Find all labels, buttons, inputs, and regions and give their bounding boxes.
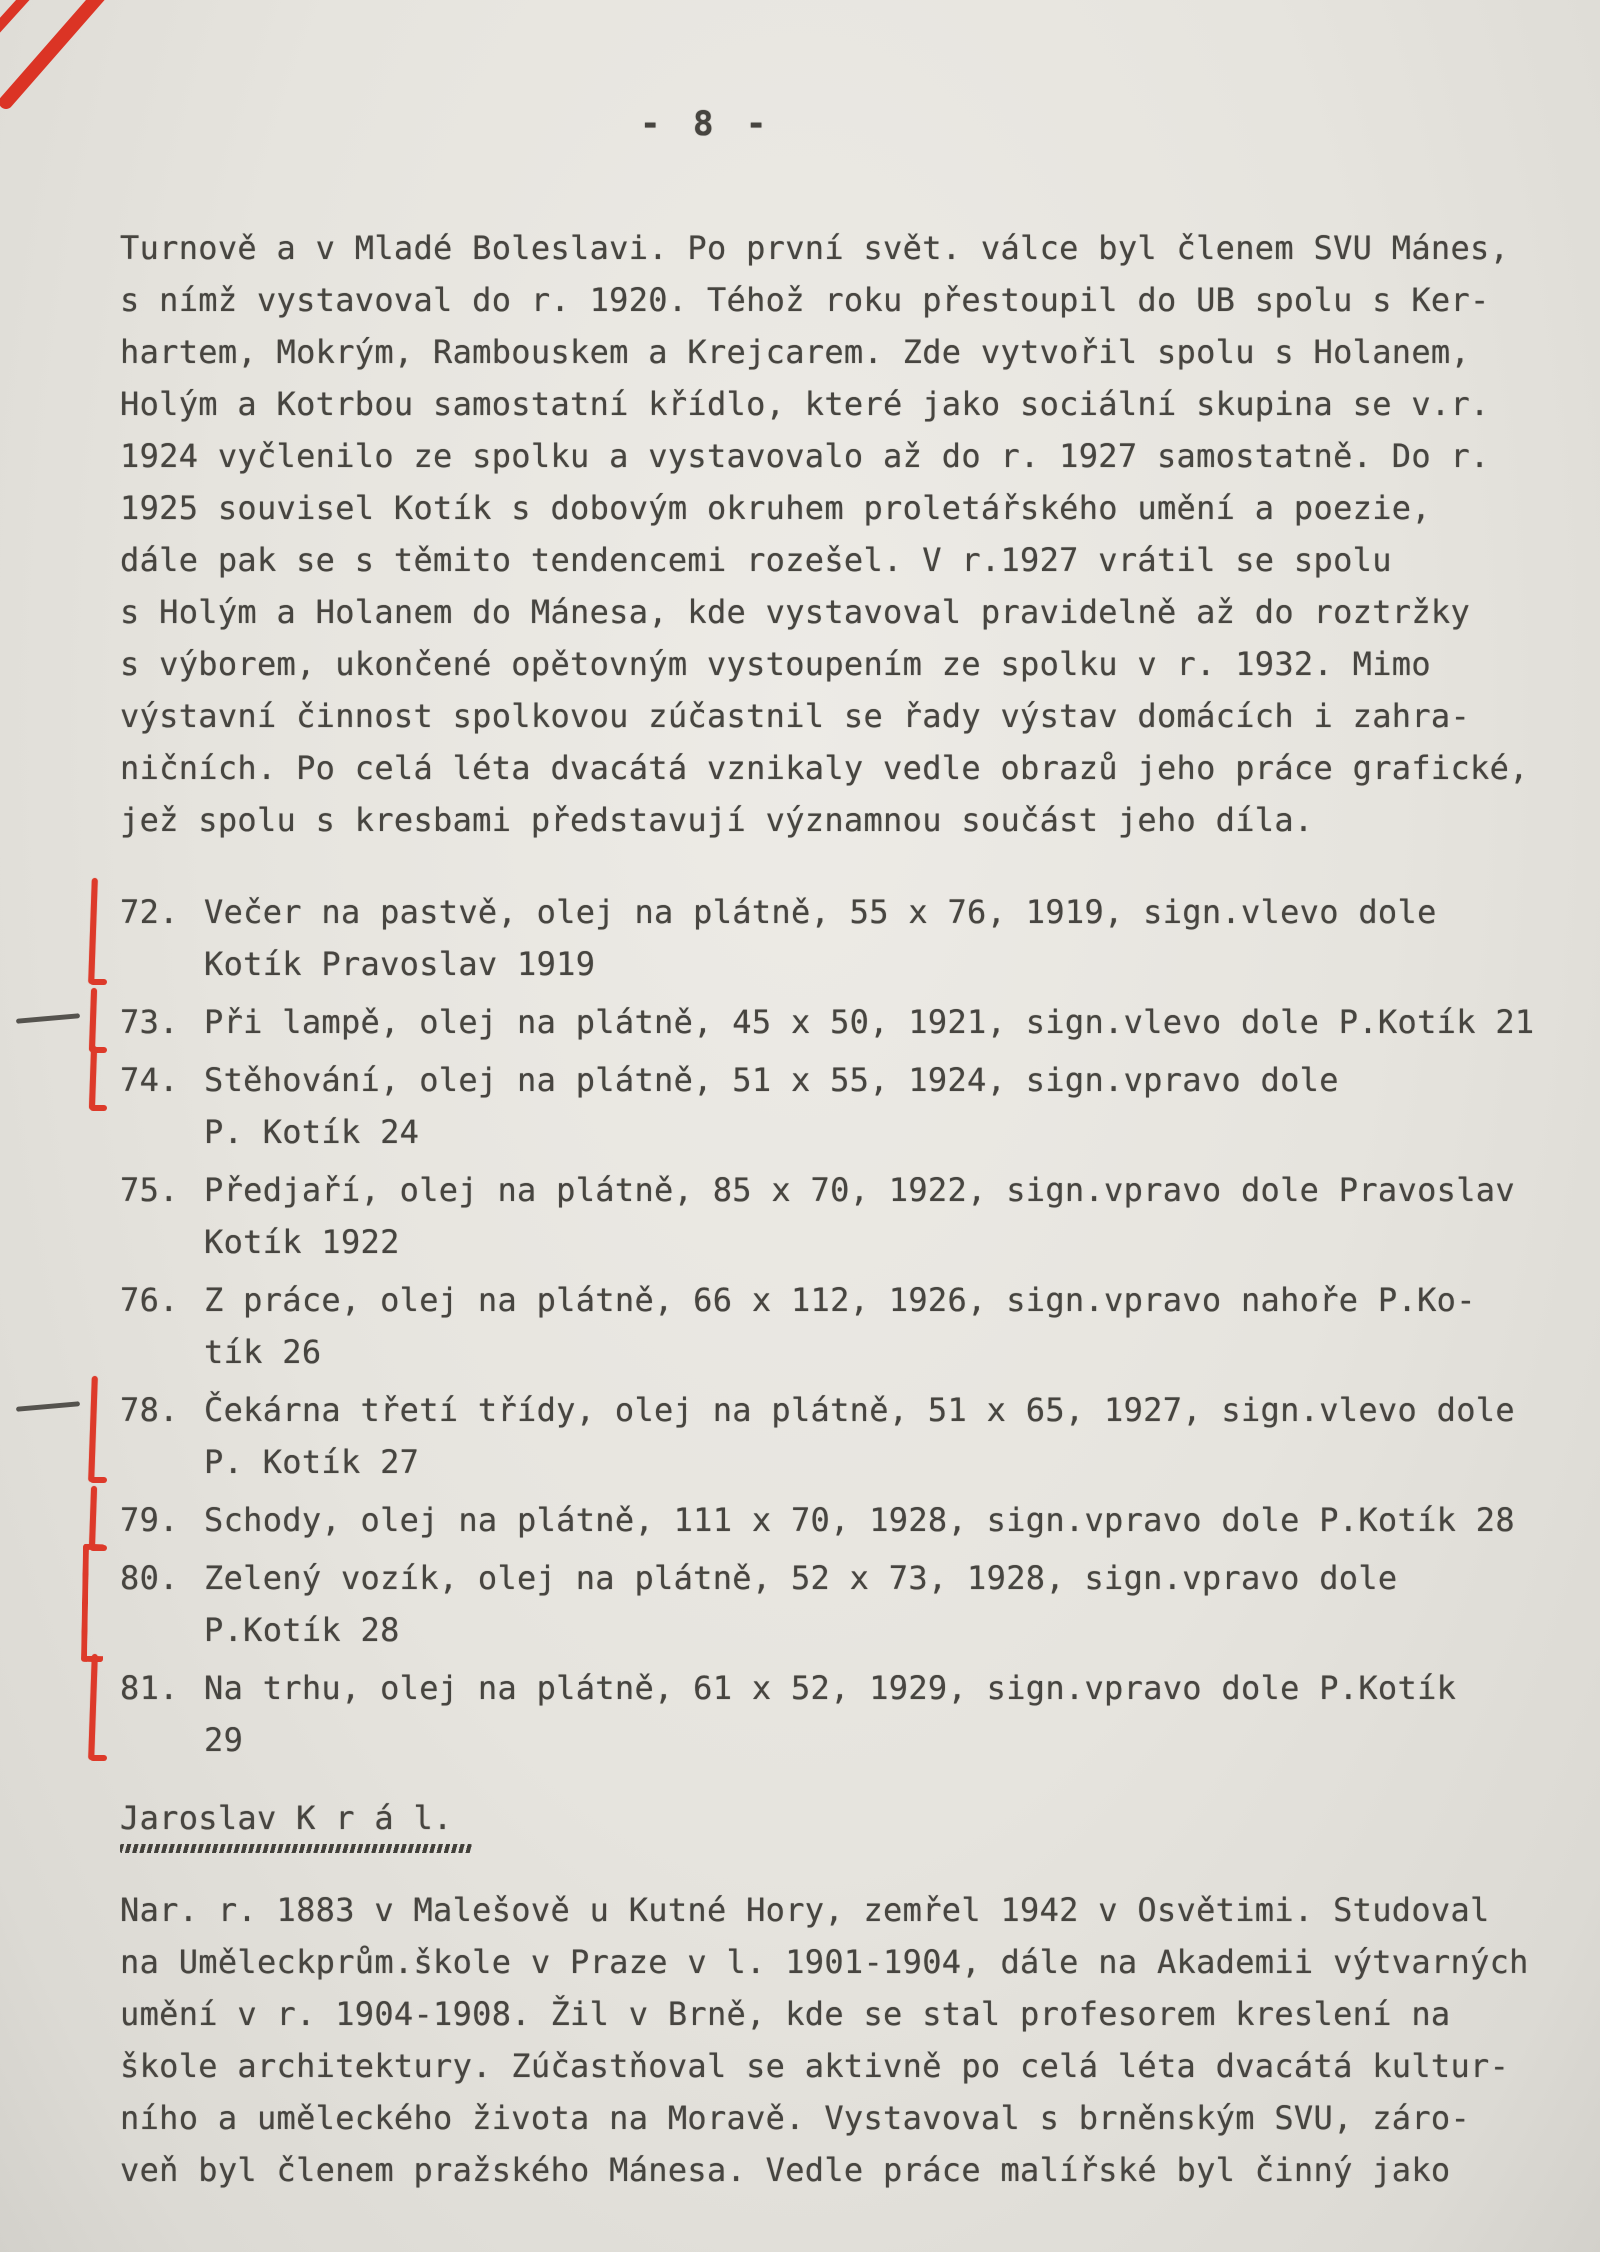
entry-text — [204, 886, 1437, 990]
paragraph-line: 1924 vyčlenilo ze spolku a vystavovalo až do r. 1927 samostatně. Do r. — [120, 437, 1490, 475]
section — [120, 1796, 472, 1853]
entry-line-1: Při lampě, olej na plátně, 45 x 50, 1921, sign.vlevo dole P.Kotík 21 — [204, 1003, 1535, 1041]
paragraph-line: Holým a Kotrbou samostatní křídlo, které jako sociální skupina se v.r. — [120, 385, 1490, 423]
entry-line-1: Čekárna třetí třídy, olej na plátně, 51 x 65, 1927, sign.vlevo dole — [204, 1391, 1515, 1429]
entry-line-2: P. Kotík 27 — [204, 1443, 420, 1481]
entry-line-1: Na trhu, olej na plátně, 61 x 52, 1929, sign.vpravo dole P.Kotík — [204, 1669, 1457, 1707]
entry-number: 81. — [120, 1669, 179, 1707]
red-checkmark-icon — [81, 1544, 105, 1662]
paragraph-line: hartem, Mokrým, Rambouskem a Krejcarem. Zde vytvořil spolu s Holanem, — [120, 333, 1471, 371]
paragraph-line: Turnově a v Mladé Boleslavi. Po první svět. válce byl členem SVU Mánes, — [120, 229, 1510, 267]
paragraph-line: výstavní činnost spolkovou zúčastnil se řady výstav domácích i zahra- — [120, 697, 1471, 735]
entry-number: 74. — [120, 1061, 179, 1099]
section-heading: Jaroslav K r á l. — [120, 1799, 453, 1837]
catalog-entry — [120, 1662, 1580, 1766]
entry-number: 72. — [120, 893, 179, 931]
entry-line-2: P. Kotík 24 — [204, 1113, 420, 1151]
entry-text — [204, 1662, 1456, 1766]
page-number: - 8 - — [640, 104, 773, 144]
catalog-entry — [120, 996, 1580, 1048]
entry-text — [204, 996, 1534, 1048]
paragraph-line: s výborem, ukončené opětovným vystoupením ze spolku v r. 1932. Mimo — [120, 645, 1431, 683]
entry-number: 76. — [120, 1281, 179, 1319]
entry-line-2: tík 26 — [204, 1333, 322, 1371]
entry-number: 79. — [120, 1501, 179, 1539]
catalog-entry — [120, 1552, 1580, 1656]
entry-text — [204, 1384, 1515, 1488]
paragraph-line: jež spolu s kresbami představují významnou součást jeho díla. — [120, 801, 1314, 839]
paragraph-line: ního a uměleckého života na Moravě. Vystavoval s brněnským SVU, záro- — [120, 2099, 1471, 2137]
entry-line-1: Z práce, olej na plátně, 66 x 112, 1926, sign.vpravo nahoře P.Ko- — [204, 1281, 1476, 1319]
red-checkmark-icon — [82, 988, 106, 1052]
entry-line-1: Předjaří, olej na plátně, 85 x 70, 1922, sign.vpravo dole Pravoslav — [204, 1171, 1515, 1209]
paragraph-line: ničních. Po celá léta dvacátá vznikaly vedle obrazů jeho práce grafické, — [120, 749, 1529, 787]
entry-line-2: Kotík Pravoslav 1919 — [204, 945, 596, 983]
paragraph-line: na Uměleckprům.škole v Praze v l. 1901-1904, dále na Akademii výtvarných — [120, 1943, 1529, 1981]
pencil-dash-mark — [16, 1401, 80, 1412]
entry-line-1: Zelený vozík, olej na plátně, 52 x 73, 1928, sign.vpravo dole — [204, 1559, 1398, 1597]
entry-text — [204, 1552, 1398, 1656]
catalog-entry — [120, 1274, 1580, 1378]
red-checkmark-icon — [82, 1654, 106, 1760]
red-checkmark-icon — [82, 1486, 106, 1550]
entry-text — [204, 1274, 1476, 1378]
paragraph-line: 1925 souvisel Kotík s dobovým okruhem proletářského umění a poezie, — [120, 489, 1431, 527]
pencil-dash-mark — [16, 1013, 80, 1024]
entry-text — [204, 1054, 1339, 1158]
entry-number: 78. — [120, 1391, 179, 1429]
paragraph-line: s Holým a Holanem do Mánesa, kde vystavoval pravidelně až do roztržky — [120, 593, 1471, 631]
heading-underline — [120, 1844, 472, 1853]
entry-line-2: 29 — [204, 1721, 244, 1759]
paragraph-line: dále pak se s těmito tendencemi rozešel. V r.1927 vrátil se spolu — [120, 541, 1392, 579]
entry-number: 75. — [120, 1171, 179, 1209]
entry-number: 73. — [120, 1003, 179, 1041]
intro-paragraph — [120, 222, 1570, 846]
entry-line-1: Stěhování, olej na plátně, 51 x 55, 1924, sign.vpravo dole — [204, 1061, 1339, 1099]
bio-paragraph — [120, 1884, 1580, 2196]
entry-line-2: Kotík 1922 — [204, 1223, 400, 1261]
red-corner-mark — [0, 0, 140, 110]
red-checkmark-icon — [82, 1046, 106, 1110]
catalog-entry — [120, 1384, 1580, 1488]
catalog-list — [120, 886, 1580, 1772]
entry-line-1: Večer na pastvě, olej na plátně, 55 x 76, 1919, sign.vlevo dole — [204, 893, 1437, 931]
entry-number: 80. — [120, 1559, 179, 1597]
catalog-entry — [120, 1494, 1580, 1546]
entry-text — [204, 1164, 1515, 1268]
entry-text — [204, 1494, 1515, 1546]
red-checkmark-icon — [82, 878, 106, 984]
entry-line-1: Schody, olej na plátně, 111 x 70, 1928, sign.vpravo dole P.Kotík 28 — [204, 1501, 1515, 1539]
red-checkmark-icon — [82, 1376, 106, 1482]
paragraph-line: Nar. r. 1883 v Malešově u Kutné Hory, zemřel 1942 v Osvětimi. Studoval — [120, 1891, 1490, 1929]
catalog-entry — [120, 886, 1580, 990]
paragraph-line: s nímž vystavoval do r. 1920. Téhož roku přestoupil do UB spolu s Ker- — [120, 281, 1490, 319]
paragraph-line: škole architektury. Zúčastňoval se aktivně po celá léta dvacátá kultur- — [120, 2047, 1510, 2085]
catalog-entry — [120, 1164, 1580, 1268]
paragraph-line: veň byl členem pražského Mánesa. Vedle práce malířské byl činný jako — [120, 2151, 1451, 2189]
catalog-entry — [120, 1054, 1580, 1158]
entry-line-2: P.Kotík 28 — [204, 1611, 400, 1649]
paragraph-line: umění v r. 1904-1908. Žil v Brně, kde se stal profesorem kreslení na — [120, 1995, 1451, 2033]
